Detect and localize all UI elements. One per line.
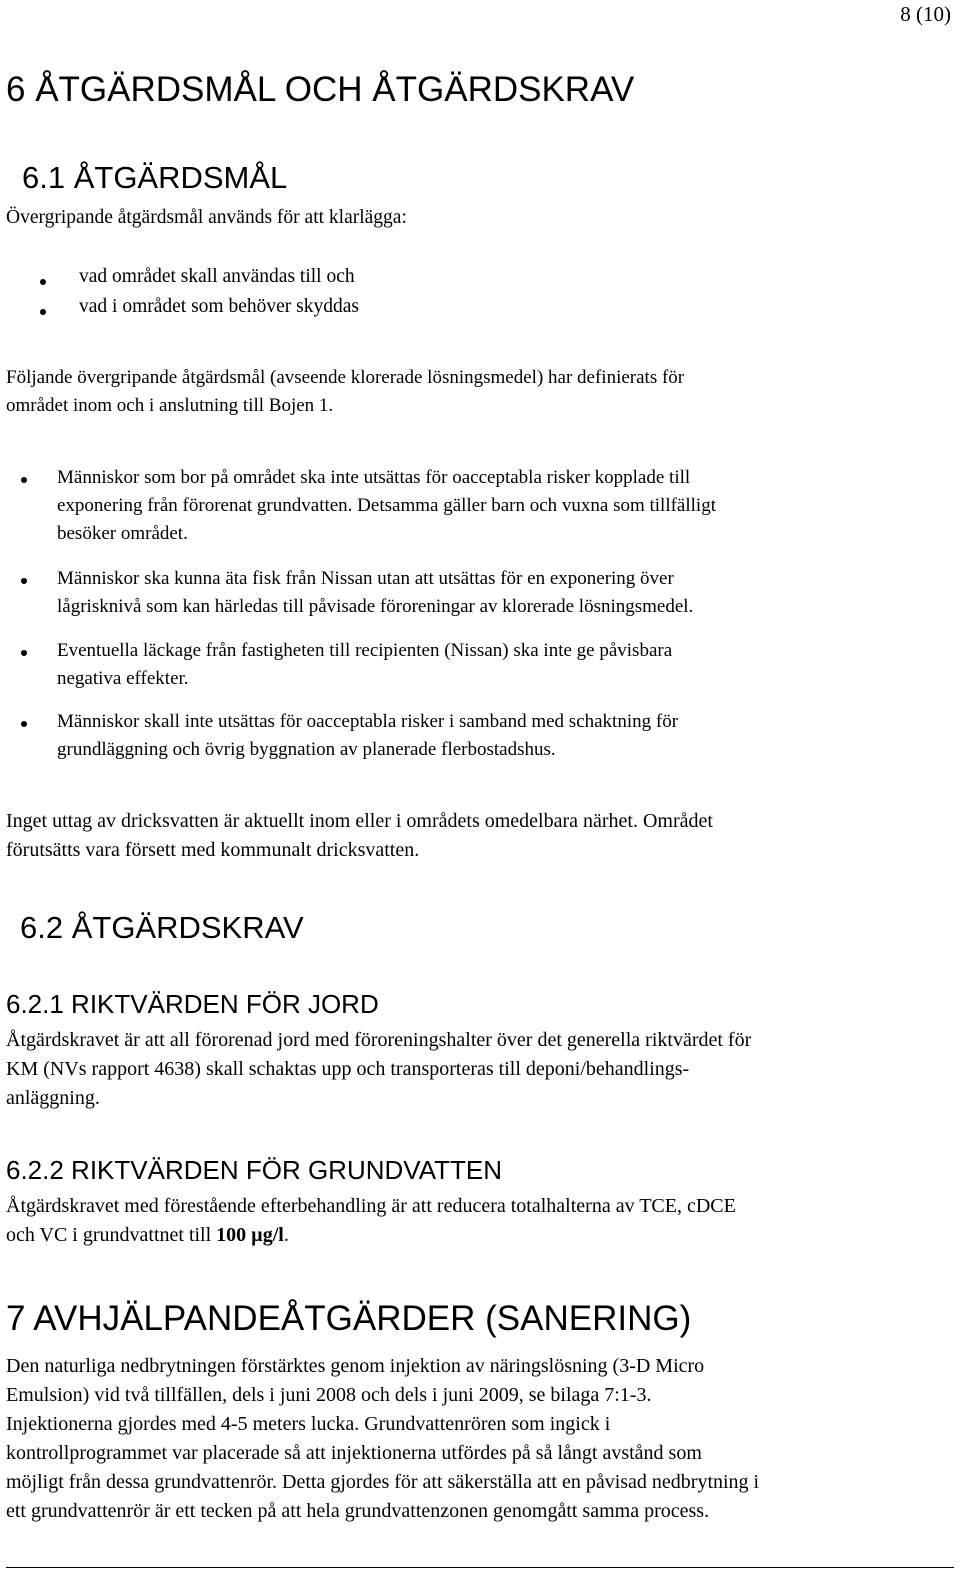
goals-intro-paragraph: Följande övergripande åtgärdsmål (avseende klorerade lösningsmedel) har definierats för området inom och i anslutning till Bojen 1.	[6, 367, 685, 416]
bullet-icon	[40, 309, 46, 315]
list-item: Eventuella läckage från fastigheten till recipienten (Nissan) ska inte ge påvisbara negativa effekter.	[57, 640, 673, 689]
section-6-2-heading: 6.2 ÅTGÄRDSKRAV	[20, 910, 304, 945]
section-7-heading: 7 AVHJÄLPANDEÅTGÄRDER (SANERING)	[6, 1299, 692, 1338]
soil-requirement-paragraph: Åtgärdskravet är att all förorenad jord med föroreningshalter över det generella riktvärdet för KM (NVs rapport 4638) skall schaktas upp och transporteras till deponi/behandlings- anläggning.	[6, 1029, 752, 1109]
section-6-2-1-heading: 6.2.1 RIKTVÄRDEN FÖR JORD	[6, 989, 379, 1019]
remediation-paragraph: Den naturliga nedbrytningen förstärktes genom injektion av näringslösning (3-D Micro Emulsion) vid två tillfällen, dels i juni 2008 och dels i juni 2009, se bilaga 7:1-3. Injektionerna gjordes med 4-5 meters lucka. Grundvattenrören som ingick i kontrollprogrammet var placerade så att injektionerna utfördes på så långt avstånd som möjligt från dessa grundvattenrör. Detta gjordes för att säkerställa att en påvisad nedbrytning i ett grundvattenrör är ett tecken på att hela grundvattenzonen genomgått samma process.	[6, 1355, 760, 1522]
footer-divider	[6, 1567, 954, 1568]
bullet-icon	[21, 721, 27, 727]
list-item: vad i området som behöver skyddas	[79, 296, 359, 317]
list-item: vad området skall användas till och	[79, 266, 355, 287]
groundwater-requirement-paragraph: Åtgärdskravet med förestående efterbehandling är att reducera totalhalterna av TCE, cDCE och VC i grundvattnet till 100 µg/l.	[6, 1195, 736, 1246]
section-6-1-heading: 6.1 ÅTGÄRDSMÅL	[22, 160, 288, 195]
list-item: Människor skall inte utsättas för oacceptabla risker i samband med schaktning för grundläggning och övrig byggnation av planerade flerbostadshus.	[57, 711, 679, 760]
limit-value: 100 µg/l	[216, 1224, 284, 1246]
bullet-icon	[21, 477, 27, 483]
intro-text: Övergripande åtgärdsmål används för att klarlägga:	[6, 207, 407, 228]
page-number: 8 (10)	[900, 2, 951, 26]
bullet-icon	[21, 578, 27, 584]
bullet-icon	[40, 279, 46, 285]
section-6-2-2-heading: 6.2.2 RIKTVÄRDEN FÖR GRUNDVATTEN	[6, 1155, 502, 1185]
list-item: Människor som bor på området ska inte utsättas för oacceptabla risker kopplade till exponering från förorenat grundvatten. Detsamma gäller barn och vuxna som tillfälligt besöker området.	[57, 467, 716, 544]
drinking-water-paragraph: Inget uttag av dricksvatten är aktuellt inom eller i områdets omedelbara närhet. Området förutsätts vara försett med kommunalt dricksvatten.	[6, 810, 713, 861]
list-item: Människor ska kunna äta fisk från Nissan utan att utsättas för en exponering över lågrisknivå som kan härledas till påvisade föroreningar av klorerade lösningsmedel.	[57, 568, 694, 617]
section-6-heading: 6 ÅTGÄRDSMÅL OCH ÅTGÄRDSKRAV	[6, 70, 635, 109]
bullet-icon	[21, 650, 27, 656]
